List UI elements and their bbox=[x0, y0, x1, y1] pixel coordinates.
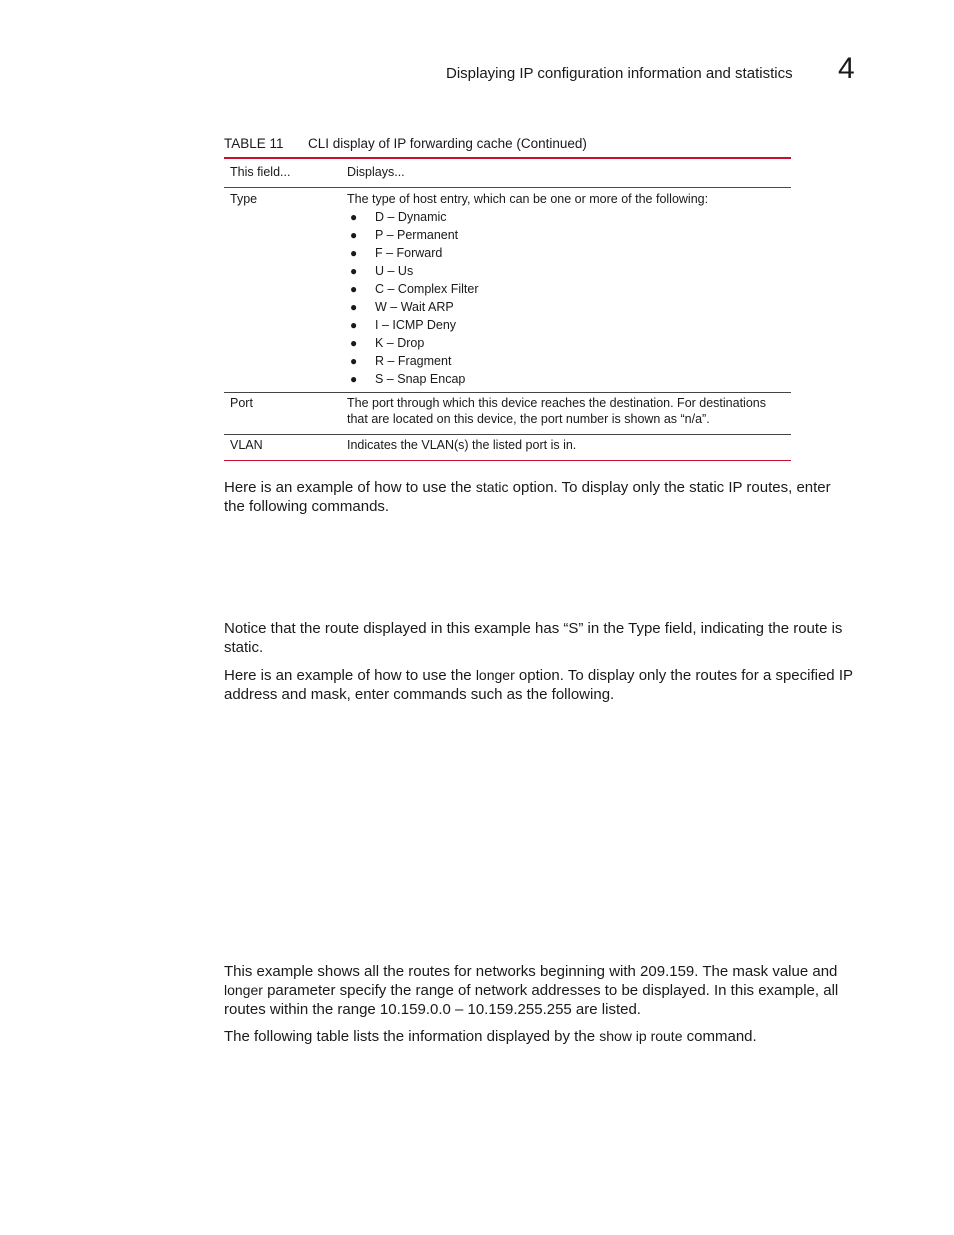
bullet-icon: ● bbox=[350, 264, 358, 278]
paragraph-notice: Notice that the route displayed in this example has “S” in the Type field, indicating the route is static. bbox=[224, 620, 843, 656]
table-row-port bbox=[224, 393, 791, 435]
keyword-show-ip-route: show ip route bbox=[599, 1028, 683, 1044]
table-label: TABLE 11 bbox=[224, 136, 284, 151]
list-item: ● P – Permanent bbox=[350, 228, 459, 242]
cell-desc-port: The port through which this device reaches the destination. For destinations that are located on this device, the port number is shown as “n/a”. bbox=[347, 396, 766, 426]
table-title: CLI display of IP forwarding cache (Continued) bbox=[308, 136, 587, 151]
table-row-vlan bbox=[224, 435, 791, 461]
paragraph-table-intro: The following table lists the information displayed by the show ip route command. bbox=[224, 1028, 757, 1045]
list-item: ● I – ICMP Deny bbox=[350, 318, 457, 332]
cell-desc-vlan: Indicates the VLAN(s) the listed port is in. bbox=[347, 438, 577, 452]
keyword-longer: longer bbox=[475, 667, 515, 683]
list-item: ● D – Dynamic bbox=[350, 210, 447, 224]
column-header-displays: Displays... bbox=[347, 165, 405, 179]
section-title: Displaying IP configuration information and statistics bbox=[446, 65, 793, 82]
bullet-icon: ● bbox=[350, 228, 358, 242]
bullet-icon: ● bbox=[350, 210, 358, 224]
bullet-icon: ● bbox=[350, 246, 358, 260]
forwarding-cache-table bbox=[224, 157, 791, 461]
list-item: ● W – Wait ARP bbox=[350, 300, 454, 314]
keyword-static: static bbox=[475, 479, 509, 495]
paragraph-longer-example: Here is an example of how to use the longer option. To display only the routes for a specified IP address and mask, enter commands such as the following. bbox=[224, 667, 853, 703]
bullet-icon: ● bbox=[350, 318, 358, 332]
bullet-icon: ● bbox=[350, 372, 358, 386]
cell-field-port: Port bbox=[230, 396, 253, 410]
bullet-icon: ● bbox=[350, 336, 358, 350]
paragraph-range-explanation: This example shows all the routes for networks beginning with 209.159. The mask value and longer parameter specify the range of network addresses to be displayed. In this example, all routes within the range 10.159.0.0 – 10.159.255.255 are listed. bbox=[224, 963, 839, 1018]
paragraph-static-example: Here is an example of how to use the static option. To display only the static IP routes, enter the following commands. bbox=[224, 479, 831, 515]
column-header-field: This field... bbox=[230, 165, 291, 179]
list-item: ● K – Drop bbox=[350, 336, 425, 350]
list-item: ● F – Forward bbox=[350, 246, 443, 260]
table-row-type bbox=[224, 188, 791, 393]
cell-field-type: Type bbox=[230, 192, 258, 206]
list-item: ● C – Complex Filter bbox=[350, 282, 479, 296]
list-item: ● R – Fragment bbox=[350, 354, 452, 368]
bullet-icon: ● bbox=[350, 282, 358, 296]
bullet-icon: ● bbox=[350, 300, 358, 314]
bullet-icon: ● bbox=[350, 354, 358, 368]
table-caption bbox=[224, 136, 587, 151]
table-top-rule bbox=[224, 157, 791, 159]
keyword-longer: longer bbox=[224, 982, 263, 998]
type-bullet-list bbox=[347, 208, 787, 388]
chapter-number: 4 bbox=[838, 52, 855, 85]
list-item: ● S – Snap Encap bbox=[350, 372, 466, 386]
cell-field-vlan: VLAN bbox=[230, 438, 263, 452]
table-header-row bbox=[224, 160, 791, 188]
cell-desc-type: The type of host entry, which can be one or more of the following: bbox=[347, 192, 709, 206]
list-item: ● U – Us bbox=[350, 264, 414, 278]
